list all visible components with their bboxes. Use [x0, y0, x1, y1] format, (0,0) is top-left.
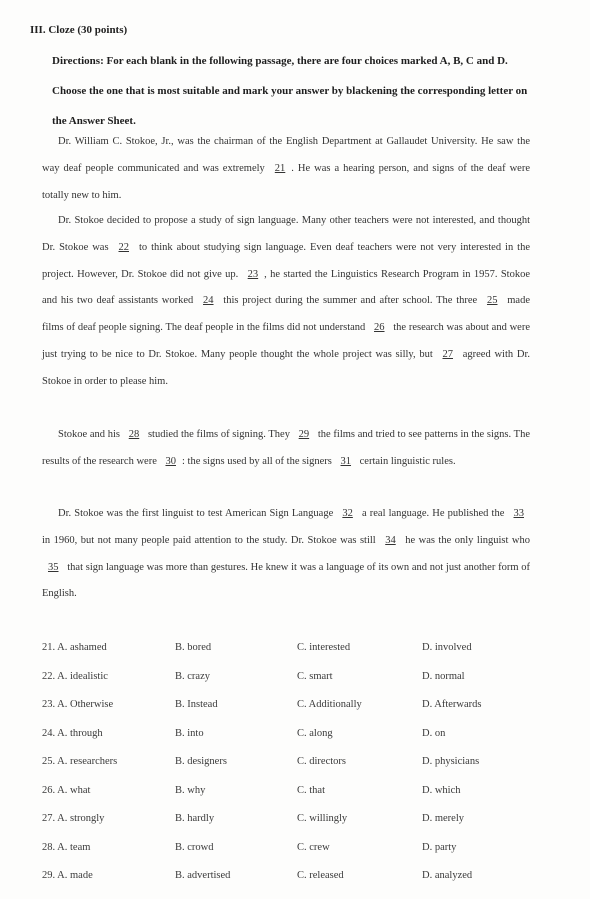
option-row-26: [42, 785, 562, 814]
option-b: B. bored: [175, 642, 212, 653]
passage-text: made films of deaf people signing. The deaf people in the films did not understand: [42, 295, 530, 334]
option-d: D. merely: [422, 813, 464, 824]
option-b: B. into: [175, 727, 204, 739]
option-b: B. designers: [175, 756, 227, 767]
passage-text: in 1960, but not many people paid attention to the study. Dr. Stokoe was still: [42, 534, 380, 546]
section-heading: III. Cloze (30 points): [30, 24, 128, 36]
option-d: D. physicians: [422, 756, 480, 767]
passage-text: agreed with Dr. Stokoe in order to please him.: [42, 348, 530, 387]
option-c: C. along: [297, 727, 333, 739]
option-a: 27. A. strongly: [42, 813, 105, 824]
option-c: C. Additionally: [297, 699, 362, 710]
passage-text: the research was about and were just trying to be nice to Dr. Stokoe. Many people thought the whole project was silly, but: [42, 322, 530, 360]
option-d: D. which: [422, 784, 461, 796]
directions-text: Directions: For each blank in the following passage, there are four choices marked A, B, C and D. Choose the one that is most suitable and mark your answer by blackening the corresponding letter on the Answer Sheet.: [52, 55, 528, 127]
blank-28: 28: [128, 429, 140, 440]
option-row-23: [42, 699, 562, 728]
passage-text: a real language. He published the: [358, 508, 508, 519]
blank-34: 34: [385, 534, 396, 546]
passage-text: . He was a hearing person, and signs of the deaf were totally new to him.: [42, 162, 530, 201]
passage-paragraph-2: [42, 208, 530, 396]
blank-23: 23: [247, 268, 259, 280]
passage-text: he was the only linguist who: [401, 534, 530, 546]
passage-text: this project during the summer and after school. The three: [219, 295, 481, 307]
blank-26: 26: [374, 322, 385, 334]
option-row-22: [42, 671, 562, 700]
option-a: 24. A. through: [42, 727, 103, 739]
passage-text: certain linguistic rules.: [357, 455, 456, 467]
option-a: 22. A. idealistic: [42, 670, 108, 682]
option-d: D. involved: [422, 642, 472, 653]
option-c: C. released: [297, 870, 344, 881]
option-row-27: [42, 813, 562, 842]
passage-paragraph-1: [42, 129, 530, 209]
option-row-25: [42, 756, 562, 785]
option-d: D. party: [422, 841, 457, 853]
passage-text: Dr. William C. Stokoe, Jr., was the chairman of the English Department at Gallaudet University. He saw the way deaf people communicated and was extremely: [42, 136, 530, 174]
option-row-29: [42, 870, 562, 899]
option-d: D. on: [422, 727, 446, 739]
option-b: B. crowd: [175, 841, 214, 853]
blank-35: 35: [48, 561, 59, 573]
blank-24: 24: [203, 295, 214, 307]
blank-30: 30: [165, 455, 176, 467]
option-a: 23. A. Otherwise: [42, 699, 114, 710]
blank-21: 21: [274, 162, 286, 174]
option-c: C. directors: [297, 756, 346, 767]
passage-text: Stokoe and his: [58, 429, 123, 440]
blank-22: 22: [118, 241, 129, 253]
option-row-21: [42, 642, 562, 671]
option-d: D. analyzed: [422, 870, 473, 881]
option-d: D. Afterwards: [422, 699, 482, 710]
blank-27: 27: [442, 348, 453, 360]
option-a: 21. A. ashamed: [42, 642, 107, 653]
option-c: C. that: [297, 784, 325, 796]
option-d: D. normal: [422, 670, 465, 682]
option-c: C. crew: [297, 841, 330, 853]
passage-paragraph-4: [42, 501, 530, 608]
passage-text: : the signs used by all of the signers: [181, 455, 335, 467]
option-b: B. hardly: [175, 813, 215, 824]
passage-paragraph-3: [42, 422, 530, 476]
option-c: C. interested: [297, 642, 351, 653]
option-a: 28. A. team: [42, 841, 91, 853]
option-b: B. why: [175, 784, 206, 796]
blank-25: 25: [486, 295, 498, 307]
blank-31: 31: [340, 455, 352, 467]
blank-33: 33: [513, 508, 524, 519]
option-b: B. crazy: [175, 670, 210, 682]
passage-text: Dr. Stokoe was the first linguist to test American Sign Language: [58, 508, 337, 519]
option-b: B. Instead: [175, 699, 218, 710]
passage-text: , he started the Linguistics Research Program in 1957. Stokoe and his two deaf assistants worked: [42, 268, 530, 307]
passage-text: Dr. Stokoe decided to propose a study of sign language. Many other teachers were not interested, and thought Dr. Stokoe was: [42, 215, 530, 253]
option-a: 25. A. researchers: [42, 756, 118, 767]
blank-29: 29: [298, 429, 310, 440]
option-a: 26. A. what: [42, 784, 91, 796]
passage-text: that sign language was more than gestures. He knew it was a language of its own and not just another form of English.: [42, 561, 530, 600]
option-row-28: [42, 842, 562, 871]
option-a: 29. A. made: [42, 870, 93, 881]
passage-text: studied the films of signing. They: [145, 429, 293, 440]
blank-32: 32: [342, 508, 353, 519]
option-c: C. smart: [297, 670, 333, 682]
answer-options: [42, 642, 562, 899]
option-row-24: [42, 728, 562, 757]
option-b: B. advertised: [175, 870, 231, 881]
passage-text: to think about studying sign language. Even deaf teachers were not very interested in the project. However, Dr. Stokoe did not give up.: [42, 241, 530, 280]
option-c: C. willingly: [297, 813, 348, 824]
passage-text: the films and tried to see patterns in the signs. The results of the research were: [42, 429, 530, 467]
